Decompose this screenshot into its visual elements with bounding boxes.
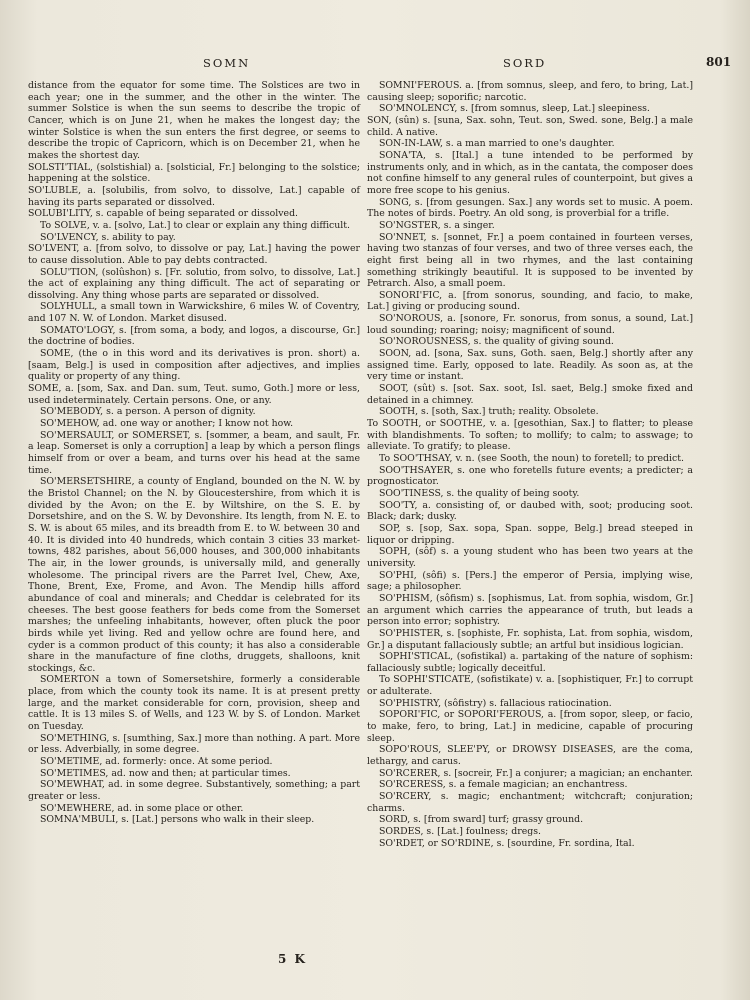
- dictionary-entry: SONA'TA, s. [Ital.] a tune intended to be performed by instruments only, and in which, as in the cantata, the composer does not confine himself to any general rules of counterpoint, but gives a more free scope to his genius.: [367, 149, 693, 196]
- dictionary-entry: SORD, s. [from sward] turf; grassy ground.: [379, 814, 584, 826]
- dictionary-entry: SOMERTON a town of Somersetshire, formerly a considerable place, from which the county took its name. It is at present pretty large, and the market considerable for corn, provision, sheep and cattle. It is 13 miles S. of Wells, and 123 W. by S. of London. Market on Tuesday.: [28, 674, 360, 733]
- dictionary-entry: SO'RDET, or SO'RDINE, s. [sourdine, Fr. sordina, Ital.: [379, 837, 635, 849]
- dictionary-entry: SOO'TY, a. consisting of, or daubed with, soot; producing soot. Black; dark; dusky.: [367, 499, 693, 523]
- dictionary-entry: SOOT, (sût) s. [sot. Sax. soot, Isl. saet, Belg.] smoke fixed and detained in a chimney.: [367, 383, 693, 406]
- dictionary-entry: SOLUBI'LITY, s. capable of being separated or dissolved.: [28, 208, 299, 220]
- right-text-column: [367, 80, 693, 849]
- dictionary-entry: SO'MEBODY, s. a person. A person of dignity.: [40, 406, 256, 418]
- dictionary-entry: SOON, ad. [sona, Sax. suns, Goth. saen, Belg.] shortly after any assigned time. Early, opposed to late. Readily. As soon as, at the very time or instant.: [367, 348, 693, 383]
- dictionary-entry: SON, (sûn) s. [suna, Sax. sohn, Teut. son, Swed. sone, Belg.] a male child. A native.: [367, 114, 693, 138]
- printer-signature: 5 K: [278, 952, 307, 966]
- dictionary-entry: SO'MEHOW, ad. one way or another; I know not how.: [40, 418, 294, 430]
- dictionary-entry: SOPHI'STICAL, (sofistikal) a. partaking of the nature of sophism: fallaciously subtle; logically deceitful.: [367, 651, 693, 674]
- dictionary-entry: SO'RCERY, s. magic; enchantment; witchcraft; conjuration; charms.: [367, 791, 693, 814]
- dictionary-entry: SOPH, (sôf) s. a young student who has been two years at the university.: [367, 546, 693, 569]
- dictionary-entry: SOPORI'FIC, or SOPORI'FEROUS, a. [from sopor, sleep, or facio, to make, fero, to bring, Lat.] in medicine, capable of procuring sleep.: [367, 709, 693, 744]
- dictionary-entry: SOO'THSAYER, s. one who foretells future events; a predicter; a prognosticator.: [367, 464, 693, 488]
- dictionary-entry: SO'METIME, ad. formerly: once. At some period.: [40, 756, 273, 768]
- dictionary-entry: SOME, a. [som, Sax. and Dan. sum, Teut. sumo, Goth.] more or less, used indeterminately. Certain persons. One, or any.: [28, 383, 360, 406]
- running-head-right: SORD: [503, 56, 547, 70]
- dictionary-entry: SO'RCERER, s. [socreir, Fr.] a conjurer; a magician; an enchanter.: [379, 767, 693, 779]
- dictionary-entry: SO'NGSTER, s. a singer.: [379, 219, 495, 231]
- dictionary-entry: SOMATO'LOGY, s. [from soma, a body, and logos, a discourse, Gr.] the doctrine of bodies.: [28, 324, 360, 348]
- dictionary-entry: SO'LVENCY, s. ability to pay.: [40, 231, 176, 243]
- dictionary-entry: SONORI'FIC, a. [from sonorus, sounding, and facio, to make, Lat.] giving or producing sound.: [367, 289, 693, 313]
- dictionary-entry: SO'MEWHERE, ad. in some place or other.: [40, 802, 244, 814]
- dictionary-entry: SOME, (the o in this word and its derivatives is pron. short) a. [saam, Belg.] is used in composition after adjectives, and implies quality or property of any thing.: [28, 348, 360, 383]
- dictionary-entry: To SOPHI'STICATE, (sofistikate) v. a. [sophistiquer, Fr.] to corrupt or adulterate.: [367, 674, 693, 698]
- dictionary-entry: SOMNA'MBULI, s. [Lat.] persons who walk in their sleep.: [40, 814, 315, 826]
- dictionary-entry: SO'LVENT, a. [from solvo, to dissolve or pay, Lat.] having the power to cause dissolution. Able to pay debts contracted.: [28, 243, 360, 266]
- dictionary-entry: To SOLVE, v. a. [solvo, Lat.] to clear or explain any thing difficult.: [40, 219, 351, 231]
- dictionary-entry: SOLSTI'TIAL, (solstishial) a. [solsticial, Fr.] belonging to the solstice; happening at the solstice.: [28, 161, 360, 185]
- dictionary-entry: distance from the equator for some time. The Solstices are two in each year; one in the summer, and the other in the winter. The summer Solstice is when the sun seems to describe the tropic of Cancer, which is on June 21, when he makes the longest day; the winter Solstice is when the sun enters the first degree, or seems to describe the tropic of Capricorn, which is on December 21, when he makes the shortest day.: [28, 80, 360, 161]
- dictionary-entry: SORDES, s. [Lat.] foulness; dregs.: [379, 826, 541, 837]
- dictionary-entry: SO'MERSAULT, or SOMERSET, s. [sommer, a beam, and sault, Fr. a leap. Somerset is only a corruption] a leap by which a person flings himself from or over a beam, and turns over his head at the same time.: [28, 429, 360, 476]
- dictionary-entry: To SOO'THSAY, v. n. (see Sooth, the noun) to foretell; to predict.: [379, 453, 684, 464]
- dictionary-entry: SO'MNOLENCY, s. [from somnus, sleep, Lat.] sleepiness.: [379, 103, 650, 115]
- dictionary-entry: SO'NOROUSNESS, s. the quality of giving sound.: [379, 336, 614, 348]
- dictionary-entry: SO'NOROUS, a. [sonore, Fr. sonorus, from sonus, a sound, Lat.] loud sounding; roaring; noisy; magnificent of sound.: [367, 313, 693, 336]
- dictionary-entry: SOMNI'FEROUS. a. [from somnus, sleep, and fero, to bring, Lat.] causing sleep; soporific; narcotic.: [367, 80, 693, 103]
- dictionary-entry: SO'NNET, s. [sonnet, Fr.] a poem contained in fourteen verses, having two stanzas of four verses, and two of three verses each, the eight first being all in two rhymes, and the last containing something strikingly beautiful. It is supposed to be invented by Petrarch. Also, a small poem.: [367, 231, 693, 290]
- dictionary-entry: SOOTH, s. [soth, Sax.] truth; reality. Obsolete.: [379, 406, 599, 418]
- dictionary-entry: SO'PHI, (sôfi) s. [Pers.] the emperor of Persia, implying wise, sage; a philosopher.: [367, 569, 693, 593]
- dictionary-entry: SOO'TINESS, s. the quality of being sooty.: [379, 487, 580, 499]
- dictionary-entry: SO'PHISTER, s. [sophiste, Fr. sophista, Lat. from sophia, wisdom, Gr.] a disputant fallaciously subtle; an artful but insidious logician.: [367, 627, 693, 651]
- dictionary-entry: SO'RCERESS, s. a female magician; an enchantress.: [379, 779, 628, 791]
- dictionary-entry: SOLU'TION, (solûshon) s. [Fr. solutio, from solvo, to dissolve, Lat.] the act of explaining any thing difficult. The act of separating or dissolving. Any thing whose parts are separated or dissolved.: [28, 266, 360, 301]
- dictionary-entry: SO'PHISM, (sôfism) s. [sophismus, Lat. from sophia, wisdom, Gr.] an argument which carries the appearance of truth, but leads a person into error; sophistry.: [367, 592, 693, 628]
- dictionary-entry: SOP, s. [sop, Sax. sopa, Span. soppe, Belg.] bread steeped in liquor or dripping.: [367, 522, 693, 546]
- dictionary-entry: SO'LUBLE, a. [solubilis, from solvo, to dissolve, Lat.] capable of having its parts separated or dissolved.: [28, 184, 360, 208]
- dictionary-entry: SO'PHISTRY, (sôfistry) s. fallacious ratiocination.: [379, 697, 612, 709]
- dictionary-entry: SO'MEWHAT, ad. in some degree. Substantively, something; a part greater or less.: [28, 779, 360, 803]
- dictionary-entry: SOLYHULL, a small town in Warwickshire, 6 miles W. of Coventry, and 107 N. W. of London. Market disused.: [28, 301, 360, 325]
- dictionary-entry: SON-IN-LAW, s. a man married to one's daughter.: [379, 138, 615, 150]
- dictionary-entry: SO'METIMES, ad. now and then; at particular times.: [40, 767, 291, 779]
- dictionary-entry: SONG, s. [from gesungen. Sax.] any words set to music. A poem. The notes of birds. Poetry. An old song, is proverbial for a trifle.: [367, 196, 693, 220]
- dictionary-entry: SO'METHING, s. [sumthing, Sax.] more than nothing. A part. More or less. Adverbially, in some degree.: [28, 732, 360, 756]
- dictionary-entry: To SOOTH, or SOOTHE, v. a. [gesothian, Sax.] to flatter; to please with blandishments. To soften; to mollify; to calm; to asswage; to alleviate. To gratify; to please.: [367, 418, 693, 453]
- dictionary-entry: SOPO'ROUS, SLEE'PY, or DROWSY DISEASES, are the coma, lethargy, and carus.: [367, 744, 693, 768]
- page-number: 801: [706, 55, 732, 69]
- running-head-left: SOMN: [203, 56, 251, 70]
- dictionary-entry: SO'MERSETSHIRE, a county of England, bounded on the N. W. by the Bristol Channel; on the N. by Gloucestershire, from which it is divided by the Avon; on the E. by Wiltshire, on the S. E. by Dorsetshire, and on the S. W. by Devonshire. Its length, from N. E. to S. W. is about 65 miles, and its breadth from E. to W. between 30 and 40. It is divided into 40 hundreds, which contain 3 cities 33 market-towns, 482 parishes, about 56,000 houses, and 300,000 inhabitants The air, in the lower grounds, is universally mild, and generally wholesome. The principal rivers are the Parret Ivel, Chew, Axe, Thone, Brent, Exe, Frome, and Avon. The Mendip hills afford abundance of coal and minerals; and Cheddar is celebrated for its cheeses. The best goose feathers for beds come from the Somerset marshes; the unfeeling inhabitants, however, often pluck the poor birds while yet living. Red and yellow ochre are found here, and cyder is a common product of this county; it has also a considerable share in the manufacture of fine cloths, druggets, shalloons, knit stockings, &c.: [28, 476, 360, 674]
- left-text-column: [28, 80, 360, 826]
